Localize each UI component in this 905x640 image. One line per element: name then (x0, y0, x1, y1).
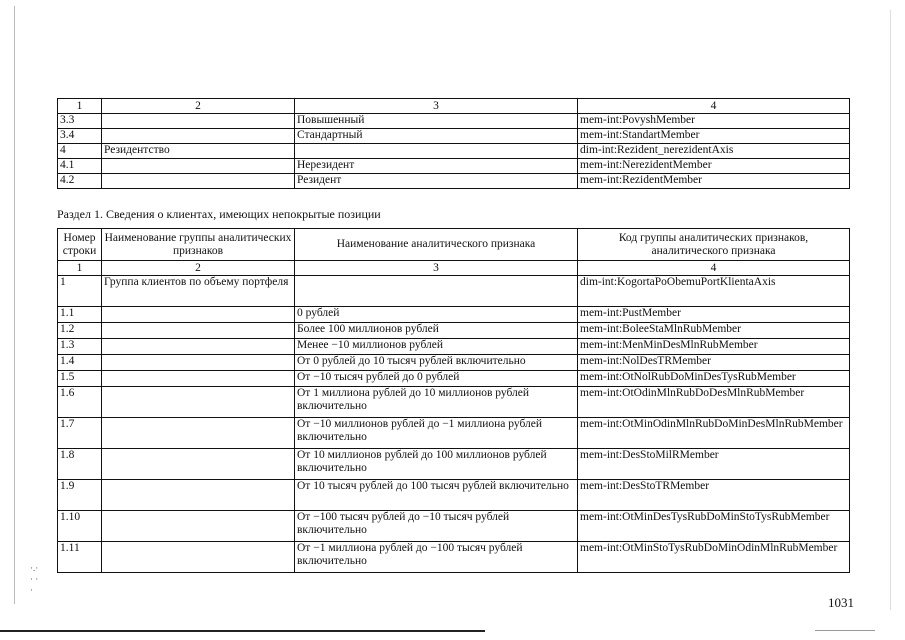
row-number: 4.1 (58, 159, 102, 174)
table-row (58, 387, 850, 418)
table-row (58, 480, 850, 511)
table-row (58, 114, 850, 129)
row-number: 1.10 (58, 511, 102, 542)
table-row (58, 511, 850, 542)
row-number: 4 (58, 144, 102, 159)
row-number: 1.9 (58, 480, 102, 511)
group-name (102, 387, 295, 418)
group-name (102, 355, 295, 371)
group-name (102, 307, 295, 323)
group-name: Группа клиентов по объему портфеля (102, 276, 295, 307)
group-name (102, 542, 295, 573)
attribute-code: mem-int:NolDesTRMember (578, 355, 850, 371)
row-number: 3.4 (58, 129, 102, 144)
row-number: 3.3 (58, 114, 102, 129)
header-attribute-code: Код группы аналитических признаков, аналитического признака (578, 229, 850, 261)
attribute-name: От 1 миллиона рублей до 10 миллионов рублей включительно (295, 387, 578, 418)
header-row-number: Номер строки (58, 229, 102, 261)
scan-edge-right (890, 10, 891, 610)
attribute-name: От 10 миллионов рублей до 100 миллионов рублей включительно (295, 449, 578, 480)
header-group-name: Наименование группы аналитических признаков (102, 229, 295, 261)
table-row (58, 449, 850, 480)
table-row (58, 174, 850, 189)
attribute-code: dim-int:Rezident_nerezidentAxis (578, 144, 850, 159)
attribute-code: mem-int:OtOdinMlnRubDoDesMlnRubMember (578, 387, 850, 418)
table-header-row (58, 229, 850, 261)
attribute-code: mem-int:RezidentMember (578, 174, 850, 189)
attribute-code: mem-int:OtNolRubDoMinDesTysRubMember (578, 371, 850, 387)
bottom-rule-right (815, 630, 875, 631)
table-row (58, 542, 850, 573)
clients-attributes-table (57, 228, 850, 573)
table-row (58, 129, 850, 144)
attribute-name: Повышенный (295, 114, 578, 129)
attribute-name: От −100 тысяч рублей до −10 тысяч рублей включительно (295, 511, 578, 542)
table-row (58, 371, 850, 387)
attribute-code: mem-int:OtMinStoTysRubDoMinOdinMlnRubMember (578, 542, 850, 573)
attribute-name: От 0 рублей до 10 тысяч рублей включительно (295, 355, 578, 371)
group-name (102, 449, 295, 480)
table-row (58, 323, 850, 339)
row-number: 1.2 (58, 323, 102, 339)
row-number: 1.4 (58, 355, 102, 371)
row-number: 1.8 (58, 449, 102, 480)
column-number-3: 3 (295, 99, 578, 114)
header-attribute-name: Наименование аналитического признака (295, 229, 578, 261)
scan-edge-left (14, 6, 15, 604)
row-number: 1.11 (58, 542, 102, 573)
attribute-code: mem-int:DesStoTRMember (578, 480, 850, 511)
attribute-name: От 10 тысяч рублей до 100 тысяч рублей включительно (295, 480, 578, 511)
attribute-code: mem-int:StandartMember (578, 129, 850, 144)
attribute-name: Стандартный (295, 129, 578, 144)
scan-artifact-marks: ·.· · · · (30, 563, 39, 595)
column-number-2: 2 (102, 261, 295, 276)
attribute-name (295, 144, 578, 159)
attribute-name: Менее −10 миллионов рублей (295, 339, 578, 355)
table-row (58, 159, 850, 174)
attributes-table-continued (57, 98, 850, 189)
attribute-code: mem-int:PustMember (578, 307, 850, 323)
row-number: 1.1 (58, 307, 102, 323)
group-name (102, 323, 295, 339)
group-name (102, 174, 295, 189)
table-row (58, 339, 850, 355)
column-numbers-row (58, 261, 850, 276)
column-number-1: 1 (58, 261, 102, 276)
row-number: 1.6 (58, 387, 102, 418)
row-number: 1.3 (58, 339, 102, 355)
attribute-code: mem-int:OtMinDesTysRubDoMinStoTysRubMember (578, 511, 850, 542)
group-name (102, 114, 295, 129)
attribute-name: Более 100 миллионов рублей (295, 323, 578, 339)
column-number-4: 4 (578, 99, 850, 114)
group-name: Резидентство (102, 144, 295, 159)
table-row (58, 418, 850, 449)
table-row (58, 307, 850, 323)
group-name (102, 129, 295, 144)
attribute-name: От −1 миллиона рублей до −100 тысяч рублей включительно (295, 542, 578, 573)
row-number: 1.7 (58, 418, 102, 449)
attribute-code: mem-int:OtMinOdinMlnRubDoMinDesMlnRubMember (578, 418, 850, 449)
column-number-2: 2 (102, 99, 295, 114)
row-number: 1 (58, 276, 102, 307)
table-row (58, 355, 850, 371)
group-name (102, 511, 295, 542)
attribute-code: mem-int:NerezidentMember (578, 159, 850, 174)
group-name (102, 339, 295, 355)
attribute-name: Резидент (295, 174, 578, 189)
group-name (102, 371, 295, 387)
attribute-name: От −10 тысяч рублей до 0 рублей (295, 371, 578, 387)
row-number: 4.2 (58, 174, 102, 189)
attribute-code: mem-int:MenMinDesMlnRubMember (578, 339, 850, 355)
bottom-rule (0, 630, 485, 632)
group-name (102, 418, 295, 449)
section-title: Раздел 1. Сведения о клиентах, имеющих непокрытые позиции (57, 207, 381, 221)
table-header-row (58, 99, 850, 114)
column-number-3: 3 (295, 261, 578, 276)
table-row (58, 144, 850, 159)
table-row (58, 276, 850, 307)
attribute-name: Нерезидент (295, 159, 578, 174)
attribute-name: От −10 миллионов рублей до −1 миллиона рублей включительно (295, 418, 578, 449)
group-name (102, 480, 295, 511)
attribute-code: dim-int:KogortaPoObemuPortKlientaAxis (578, 276, 850, 307)
row-number: 1.5 (58, 371, 102, 387)
column-number-1: 1 (58, 99, 102, 114)
group-name (102, 159, 295, 174)
attribute-name (295, 276, 578, 307)
attribute-code: mem-int:BoleeStaMlnRubMember (578, 323, 850, 339)
attribute-code: mem-int:DesStoMilRMember (578, 449, 850, 480)
attribute-name: 0 рублей (295, 307, 578, 323)
attribute-code: mem-int:PovyshMember (578, 114, 850, 129)
page-number: 1031 (828, 595, 854, 610)
column-number-4: 4 (578, 261, 850, 276)
